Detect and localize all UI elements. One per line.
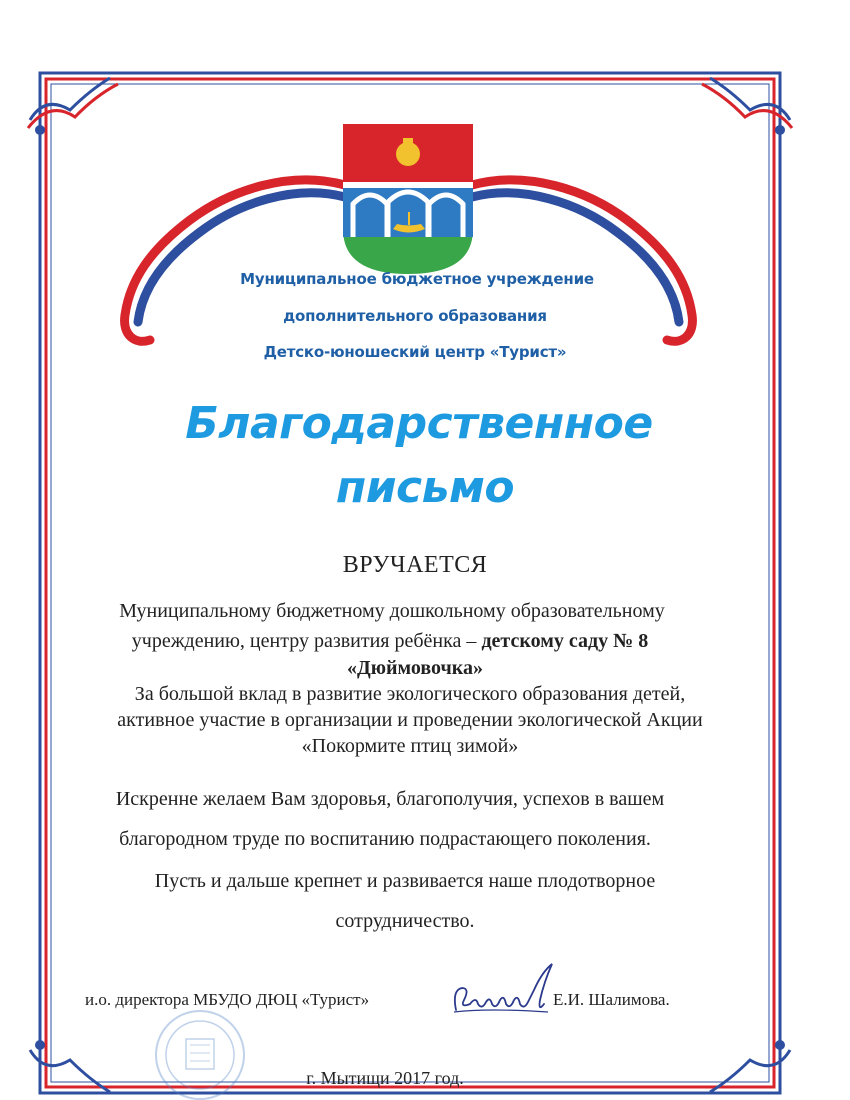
recipient-name: «Дюймовочка»: [346, 657, 484, 679]
coat-of-arms-emblem: [343, 124, 473, 274]
org-name-line3: Детско-юношеский центр «Турист»: [263, 343, 567, 361]
document-title-line2: письмо: [335, 462, 515, 513]
signatory-position: и.о. директора МБУДО ДЮЦ «Турист»: [85, 990, 370, 1009]
recipient-line2: [0, 630, 815, 653]
recipient-line1: Муниципальному бюджетному дошкольному образовательному: [119, 600, 665, 622]
wishes-line1: Искренне желаем Вам здоровья, благополучия, успехов в вашем: [115, 788, 665, 810]
reason-line1: За большой вклад в развитие экологического образования детей,: [134, 683, 686, 705]
wishes-line4: сотрудничество.: [335, 910, 475, 932]
signatory-name: Е.И. Шалимова.: [553, 990, 670, 1009]
org-name-line1: Муниципальное бюджетное учреждение: [240, 270, 594, 288]
wishes-line3: Пусть и дальше крепнет и развивается наше плодотворное: [154, 870, 656, 892]
document-title-line1: Благодарственное: [185, 398, 653, 449]
reason-line3: «Покормите птиц зимой»: [301, 735, 519, 757]
reason-line2: активное участие в организации и проведении экологической Акции: [117, 709, 703, 731]
wishes-line2: благородном труде по воспитанию подрастающего поколения.: [119, 828, 651, 850]
place-and-date: г. Мытищи 2017 год.: [306, 1068, 464, 1088]
recipient-line2-prefix: учреждению, центру развития ребёнка –: [131, 630, 482, 652]
org-name-line2: дополнительного образования: [283, 307, 547, 325]
awarded-heading: ВРУЧАЕТСЯ: [342, 552, 488, 578]
recipient-kindergarten: детскому саду № 8: [481, 630, 649, 652]
handwritten-signature: [448, 960, 558, 1020]
